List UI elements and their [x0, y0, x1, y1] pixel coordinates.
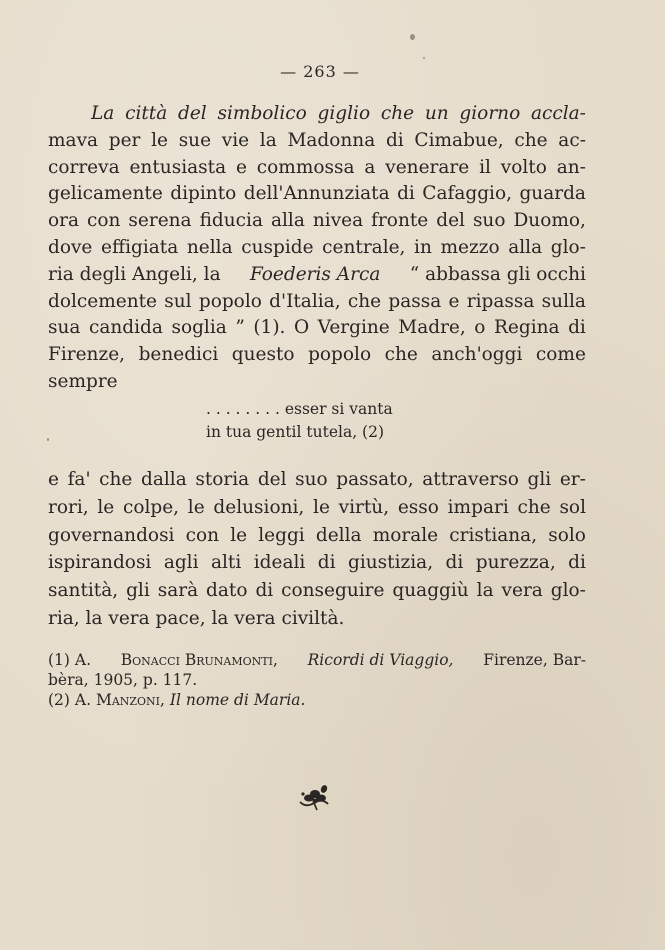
text-line: governandosi con le leggi della morale cristiana, solo	[48, 524, 586, 546]
page-number: — 263 —	[280, 62, 360, 81]
text-line: e fa' che dalla storia del suo passato, attraverso gli er-	[48, 469, 586, 490]
text-line: sua candida soglia ” (1). O Vergine Madre, o Regina di	[48, 317, 586, 339]
text-line: gelicamente dipinto dell'Annunziata di Cafaggio, guarda	[48, 183, 586, 205]
latin-phrase: Foederis Arca	[249, 263, 381, 285]
footnote-2	[48, 690, 586, 710]
paper-speck	[423, 57, 425, 59]
footnote-title: Il nome di Maria.	[169, 691, 306, 709]
footnote-author: Bonacci Brunamonti,	[120, 651, 278, 669]
floral-ornament-icon	[294, 782, 336, 812]
text-line: ora con serena fiducia alla nivea fronte del suo Duomo,	[48, 210, 586, 232]
paragraph-2	[48, 466, 586, 633]
paragraph-1	[48, 101, 586, 396]
footnote-author: Manzoni,	[95, 691, 165, 709]
footnotes	[48, 650, 586, 710]
text-line: La città del simbolico giglio che un giorno accla-	[91, 103, 586, 124]
text-line: santità, gli sarà dato di conseguire quaggiù la vera glo-	[48, 580, 586, 602]
verse-quote	[206, 398, 456, 444]
footnote-title: Ricordi di Viaggio,	[307, 651, 454, 669]
text-line: dove effigiata nella cuspide centrale, in mezzo alla glo-	[48, 236, 586, 258]
text-line: ria, la vera pace, la vera civiltà.	[48, 607, 345, 629]
paper-speck	[47, 438, 49, 441]
paper-speck	[410, 34, 415, 40]
footnote-marker: (2) A.	[48, 691, 92, 709]
text-line: sempre	[48, 370, 118, 392]
text-segment: “ abbassa gli occhi	[409, 263, 586, 285]
text-line: mava per le sue vie la Madonna di Cimabue, che ac-	[48, 129, 586, 151]
footnote-marker: (1) A.	[48, 651, 92, 669]
text-line: Firenze, benedici questo popolo che anch'oggi come	[48, 344, 586, 366]
text-line: correva entusiasta e commossa a venerare il volto an-	[48, 156, 586, 178]
text-segment: ria degli Angeli, la	[48, 263, 221, 285]
footnote-1	[48, 650, 586, 670]
text-line: rori, le colpe, le delusioni, le virtù, esso impari che sol	[48, 496, 586, 518]
verse-line-2: in tua gentil tutela, (2)	[206, 423, 385, 441]
text-line-with-italic	[48, 262, 586, 289]
verse-line-1: . . . . . . . . esser si vanta	[206, 400, 393, 418]
text-line: dolcemente sul popolo d'Italia, che passa e ripassa sulla	[48, 290, 586, 312]
text-line: ispirandosi agli alti ideali di giustizia, di purezza, di	[48, 552, 586, 574]
footnote-1-continued: bèra, 1905, p. 117.	[48, 671, 198, 689]
footnote-text: Firenze, Bar-	[483, 651, 586, 669]
